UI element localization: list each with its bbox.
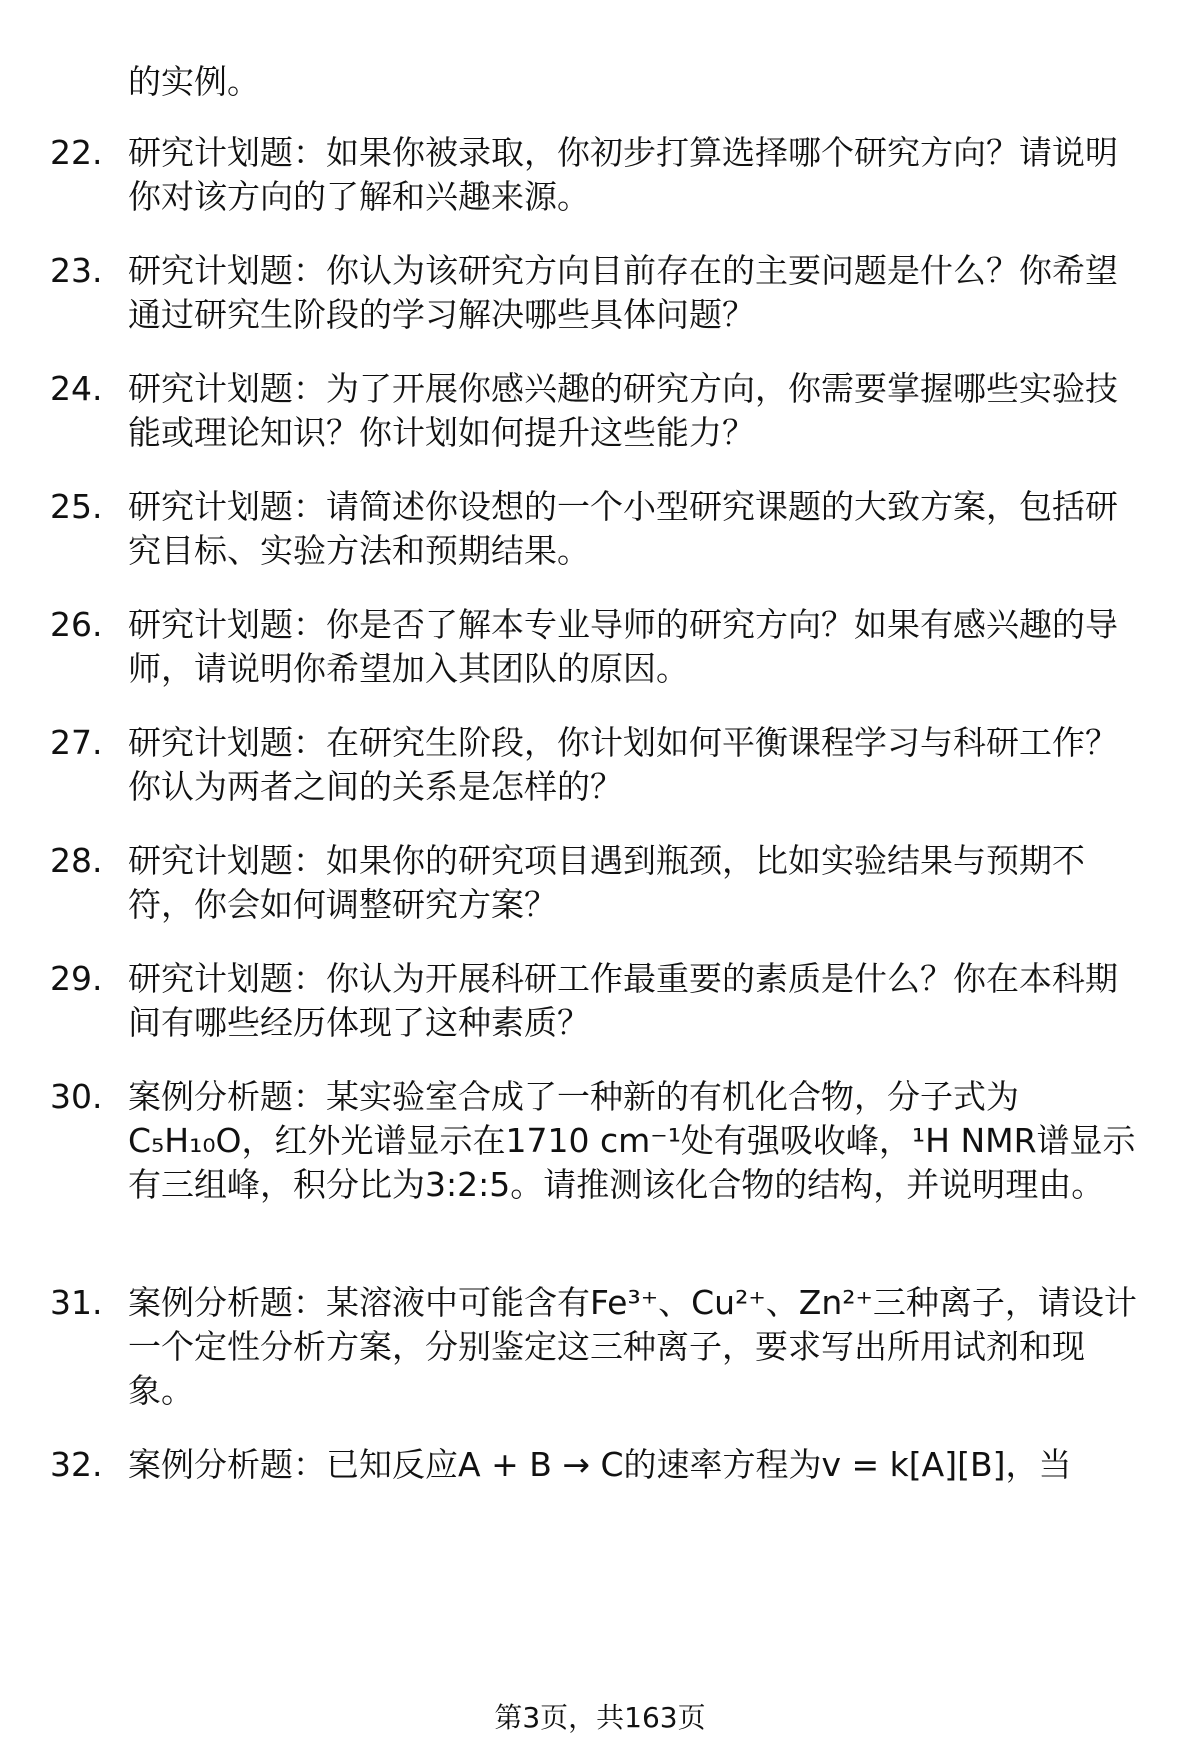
- item-number: 23.: [50, 251, 103, 290]
- page-footer: 第3页，共163页: [494, 1701, 706, 1734]
- item-number: 31.: [50, 1283, 103, 1322]
- continuation-text: 的实例。: [128, 62, 260, 101]
- item-text: 研究计划题：你认为该研究方向目前存在的主要问题是什么？你希望通过研究生阶段的学习解决哪些具体问题？: [128, 251, 1118, 334]
- item-number: 25.: [50, 487, 103, 526]
- item-text: 研究计划题：在研究生阶段，你计划如何平衡课程学习与科研工作？你认为两者之间的关系是怎样的？: [128, 723, 1118, 806]
- item-text: 案例分析题：某溶液中可能含有Fe³⁺、Cu²⁺、Zn²⁺三种离子，请设计一个定性分析方案，分别鉴定这三种离子，要求写出所用试剂和现象。: [128, 1283, 1137, 1410]
- item-number: 29.: [50, 959, 103, 998]
- item-text: 研究计划题：你是否了解本专业导师的研究方向？如果有感兴趣的导师，请说明你希望加入其团队的原因。: [128, 605, 1118, 688]
- item-text: 研究计划题：为了开展你感兴趣的研究方向，你需要掌握哪些实验技能或理论知识？你计划如何提升这些能力？: [128, 369, 1118, 452]
- item-text: 研究计划题：你认为开展科研工作最重要的素质是什么？你在本科期间有哪些经历体现了这种素质？: [128, 959, 1118, 1042]
- item-text: 研究计划题：如果你的研究项目遇到瓶颈，比如实验结果与预期不符，你会如何调整研究方案？: [128, 841, 1085, 924]
- item-text: 研究计划题：如果你被录取，你初步打算选择哪个研究方向？请说明你对该方向的了解和兴趣来源。: [128, 133, 1118, 216]
- item-number: 24.: [50, 369, 103, 408]
- item-text: 案例分析题：某实验室合成了一种新的有机化合物，分子式为C₅H₁₀O，红外光谱显示在1710 cm⁻¹处有强吸收峰，¹H NMR谱显示有三组峰，积分比为3:2:5。请推测该化合物的结构，并说明理由。: [128, 1077, 1136, 1204]
- item-number: 28.: [50, 841, 103, 880]
- item-number: 32.: [50, 1445, 103, 1484]
- item-text: 案例分析题：已知反应A + B → C的速率方程为v = k[A][B]，当: [128, 1445, 1072, 1484]
- item-text: 研究计划题：请简述你设想的一个小型研究课题的大致方案，包括研究目标、实验方法和预期结果。: [128, 487, 1118, 570]
- item-number: 26.: [50, 605, 103, 644]
- item-number: 27.: [50, 723, 103, 762]
- item-number: 30.: [50, 1077, 103, 1116]
- item-number: 22.: [50, 133, 103, 172]
